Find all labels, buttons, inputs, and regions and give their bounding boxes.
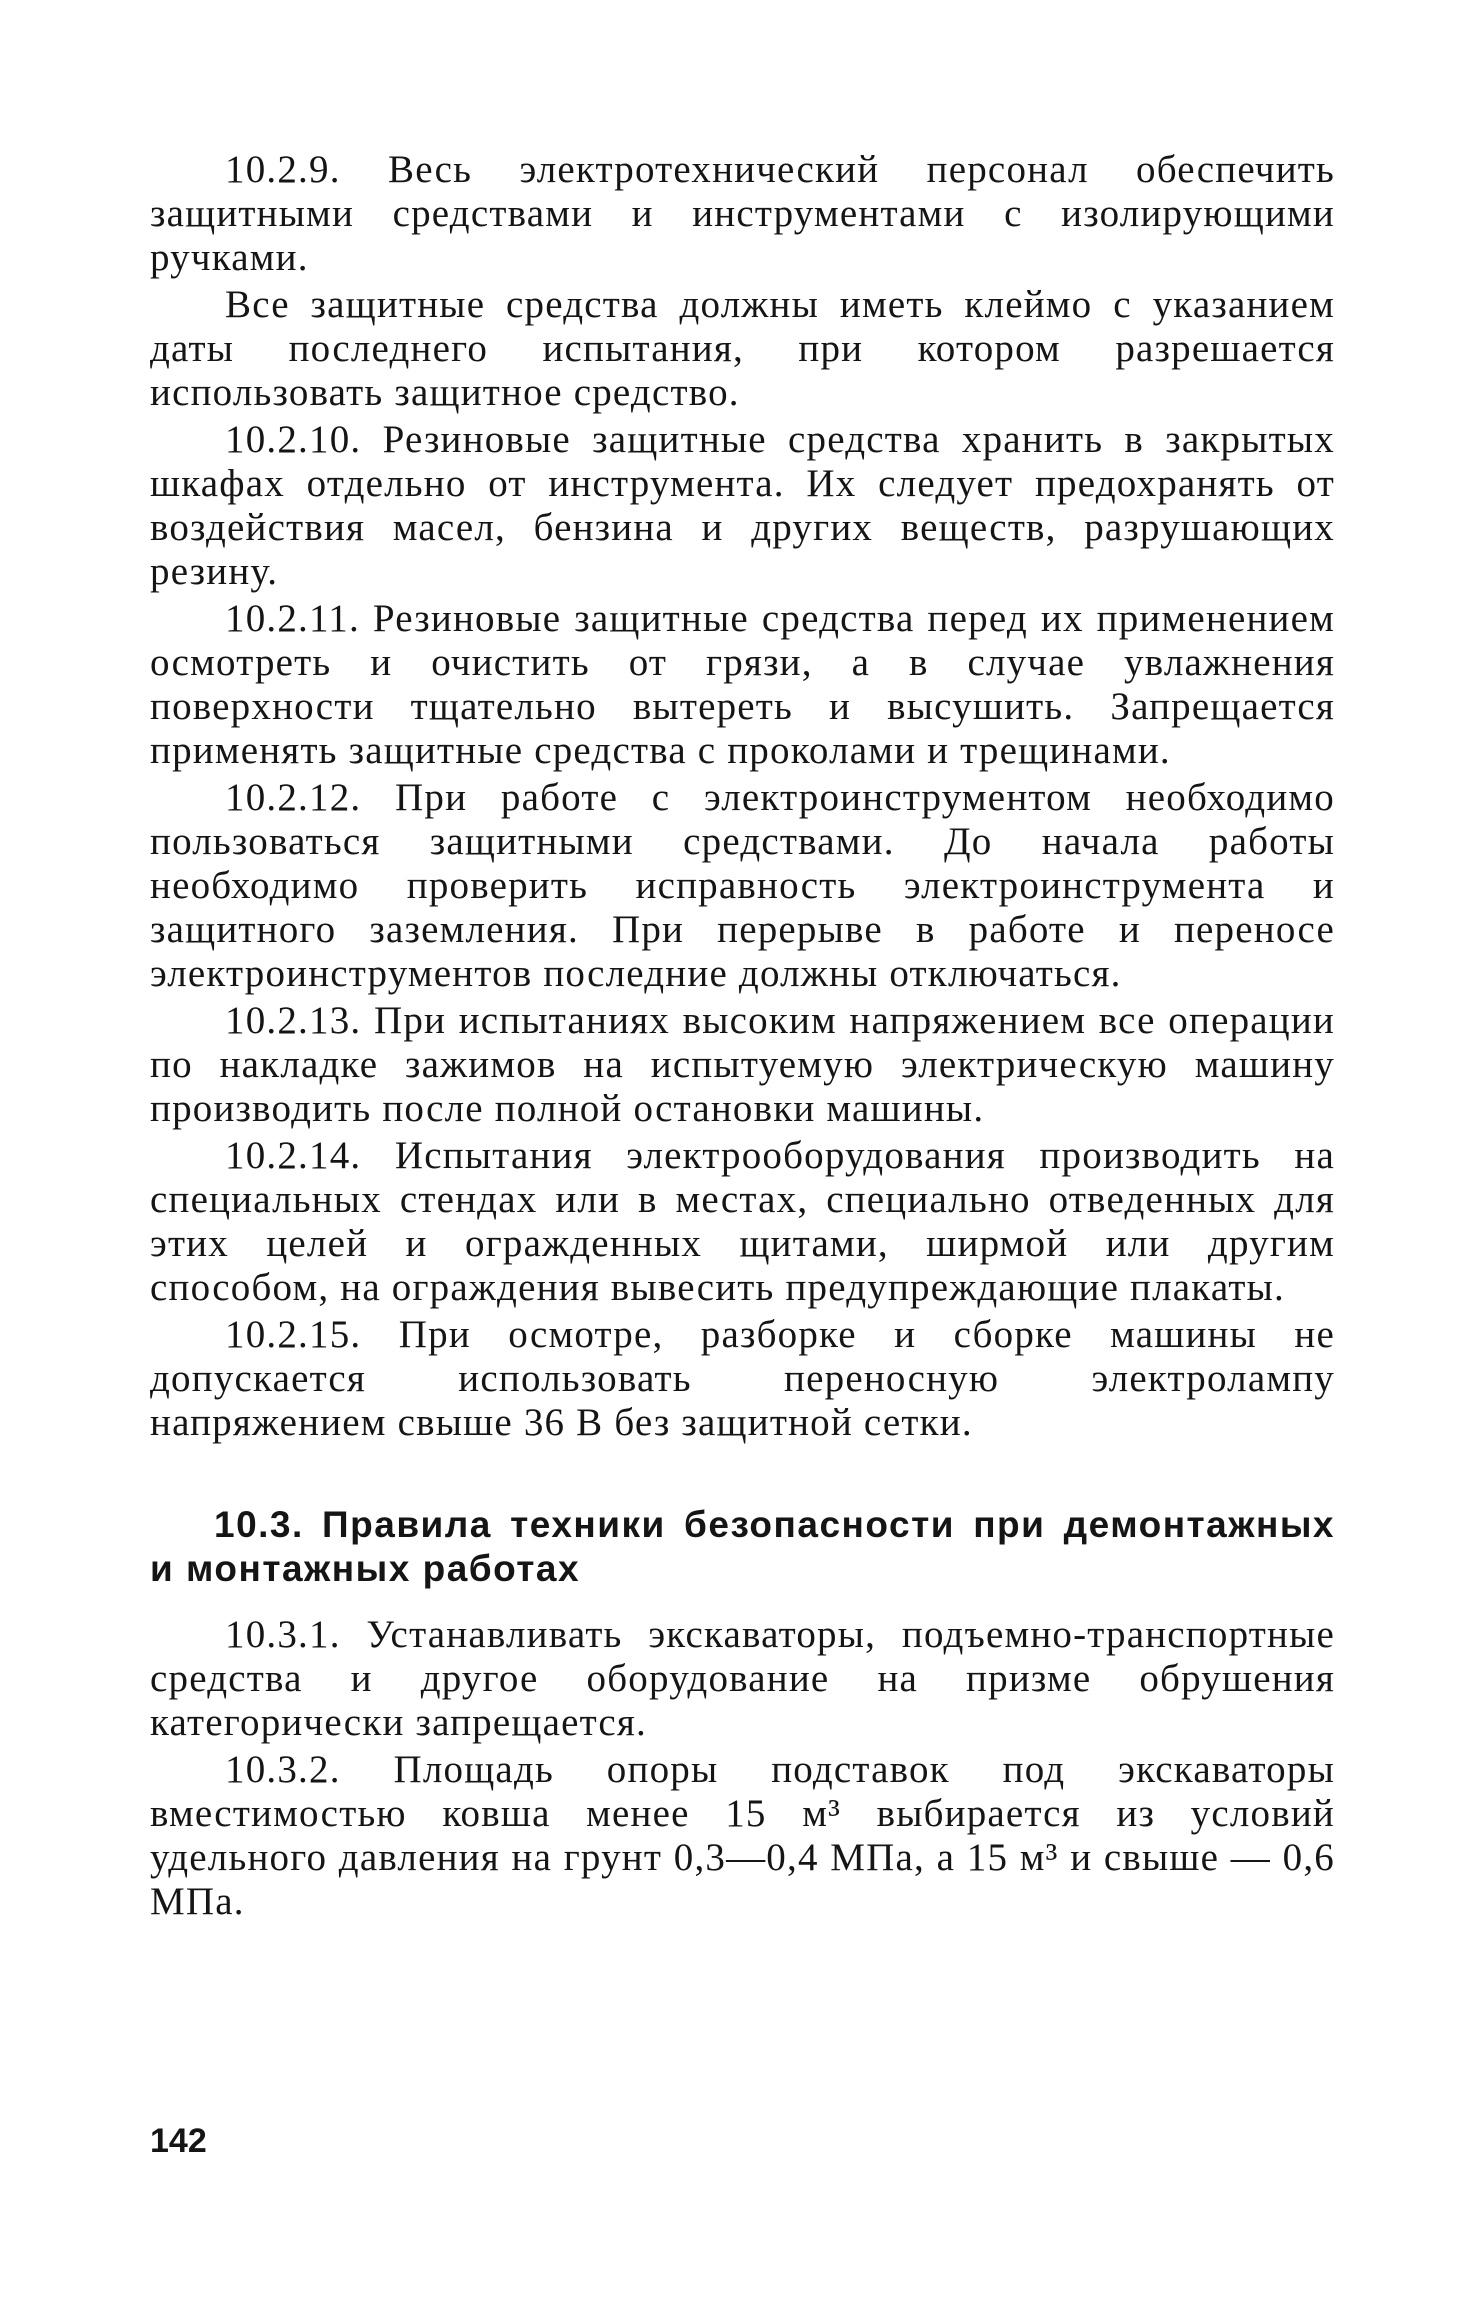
paragraph-10-2-9: 10.2.9. Весь электротехнический персонал обеспечить защитными средствами и инструментами с изолирующими ручками. [150,148,1335,279]
page-number: 142 [150,2122,207,2160]
paragraph-10-2-11: 10.2.11. Резиновые защитные средства перед их применением осмотреть и очистить от грязи, а в случае увлажнения поверхности тщательно вытереть и высушить. Запрещается применять защитные средства с проколами и трещинами. [150,597,1335,772]
paragraph-protective-means-marking: Все защитные средства должны иметь клеймо с указанием даты последнего испытания, при котором разрешается использовать защитное средство. [150,283,1335,414]
paragraph-10-2-12: 10.2.12. При работе с электроинструментом необходимо пользоваться защитными средствами. До начала работы необходимо проверить исправность электроинструмента и защитного заземления. При перерыве в работе и переносе электроинструментов последние должны отключаться. [150,776,1335,995]
paragraph-10-2-14: 10.2.14. Испытания электрооборудования производить на специальных стендах или в местах, специально отведенных для этих целей и огражденных щитами, ширмой или другим способом, на ограждения вывесить предупреждающие плакаты. [150,1134,1335,1309]
paragraph-10-3-2: 10.3.2. Площадь опоры подставок под экскаваторы вместимостью ковша менее 15 м³ выбирается из условий удельного давления на грунт 0,3—0,4 МПа, а 15 м³ и свыше — 0,6 МПа. [150,1748,1335,1923]
paragraph-10-2-13: 10.2.13. При испытаниях высоким напряжением все операции по накладке зажимов на испытуемую электрическую машину производить после полной остановки машины. [150,999,1335,1130]
section-title-10-3: 10.3. Правила техники безопасности при демонтажных и монтажных работах [150,1504,1335,1589]
paragraph-10-3-1: 10.3.1. Устанавливать экскаваторы, подъемно-транспортные средства и другое оборудование на призме обрушения категорически запрещается. [150,1613,1335,1744]
page-content [150,148,1335,1927]
paragraph-10-2-10: 10.2.10. Резиновые защитные средства хранить в закрытых шкафах отдельно от инструмента. Их следует предохранять от воздействия масел, бензина и других веществ, разрушающих резину. [150,418,1335,593]
paragraph-10-2-15: 10.2.15. При осмотре, разборке и сборке машины не допускается использовать переносную электролампу напряжением свыше 36 В без защитной сетки. [150,1313,1335,1444]
